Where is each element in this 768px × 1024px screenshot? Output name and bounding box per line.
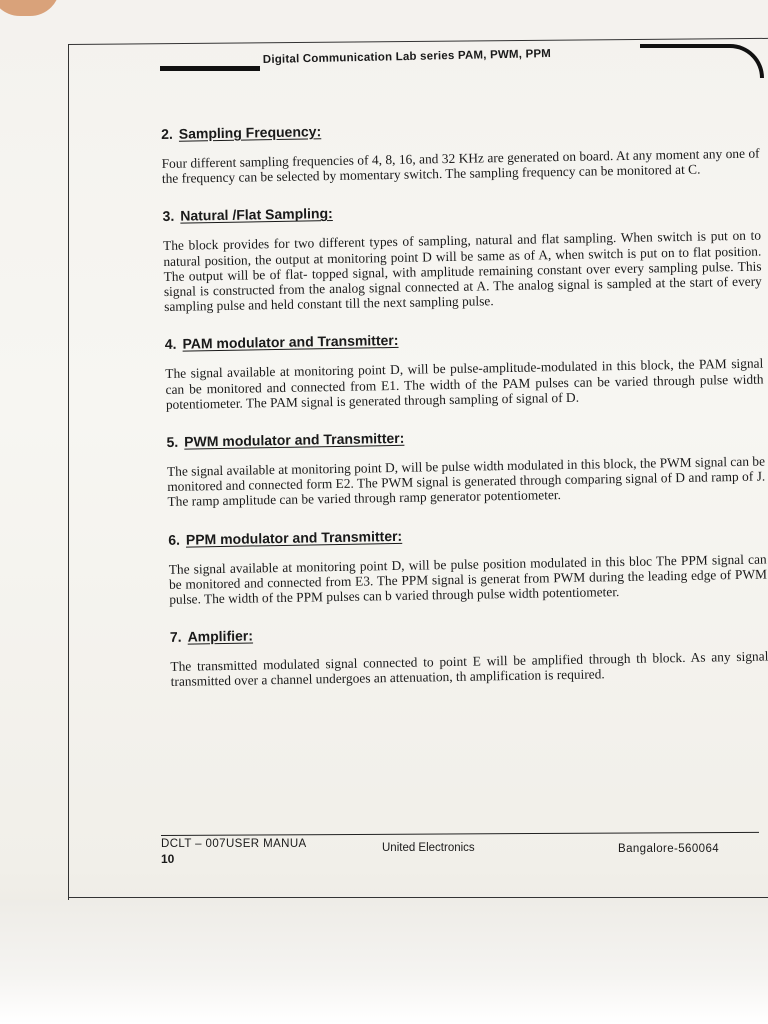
section-heading	[170, 619, 768, 645]
section-number: 3.	[162, 208, 175, 225]
header-title: Digital Communication Lab series PAM, PWM, PPM	[262, 47, 552, 66]
page-number: 10	[161, 852, 175, 866]
header-rule-right	[640, 44, 764, 78]
section-body: The block provides for two different types of sampling, natural and flat sampling. When switch is put on to natural position, the output at monitoring point D will be same as of A, when switch is put on to flat position. The output will be of flat- topped signal, with amplitude remaining constant over every sampling pulse. This signal is constructed from the analog signal connected at A. The analog signal is sampled at the start of every sampling pulse and held constant till the next sampling pulse.	[162, 227, 762, 315]
section-heading	[166, 424, 764, 450]
section-pam-modulator	[165, 326, 764, 412]
footer-location: Bangalore-560064	[618, 843, 720, 855]
section-title: PWM modulator and Transmitter:	[184, 429, 405, 450]
section-body: The signal available at monitoring point D, will be pulse-amplitude-modulated in this block, the PAM signal can be monitored and connected from E1. The width of the PAM pulses can be varied through pulse width potentiometer. The PAM signal is generated through sampling of signal of D.	[165, 355, 764, 412]
section-body: Four different sampling frequencies of 4, 8, 16, and 32 KHz are generated on board. At any moment any one of the frequency can be selected by momentary switch. The sampling frequency can be monitored at C.	[161, 145, 760, 187]
section-body: The transmitted modulated signal connected to point E will be amplified through th block. As any signal transmitted over a channel undergoes an attenuation, th amplification is required.	[170, 648, 768, 690]
page-bottom-area	[0, 900, 768, 1024]
footer-company: United Electronics	[382, 842, 475, 854]
footer-manual-id: DCLT – 007USER MANUA	[161, 838, 307, 850]
section-pwm-modulator	[166, 424, 765, 510]
section-number: 4.	[164, 336, 177, 353]
section-title: Sampling Frequency:	[178, 123, 322, 142]
section-body: The signal available at monitoring point D, will be pulse position modulated in this bloc The PPM signal can be monitored and connected from E3. The PPM signal is generat from PWM during the leading edge of PWM pulse. The width of the PPM pulses can b varied through pulse width potentiometer.	[168, 551, 768, 607]
section-body: The signal available at monitoring point D, will be pulse width modulated in this block, the PWM signal can be monitored and connected form E2. The PWM signal is generated through comparing signal of D and ramp of J. The ramp amplitude can be varied through ramp generator potentiometer.	[166, 453, 766, 510]
section-number: 7.	[169, 628, 182, 646]
section-number: 5.	[166, 433, 179, 450]
section-natural-flat-sampling	[162, 198, 762, 314]
section-ppm-modulator	[168, 521, 767, 607]
main-content	[161, 116, 768, 712]
frame-bottom-rule	[68, 897, 768, 898]
section-amplifier	[170, 619, 768, 690]
section-heading	[165, 326, 763, 352]
header-rule-left	[160, 66, 260, 71]
section-heading	[162, 198, 760, 224]
section-number: 2.	[161, 125, 173, 142]
section-heading	[168, 521, 766, 547]
section-title: PPM modulator and Transmitter:	[185, 527, 403, 548]
section-title: PAM modulator and Transmitter:	[182, 332, 399, 353]
section-sampling-frequency	[161, 116, 760, 187]
section-title: Natural /Flat Sampling:	[180, 205, 333, 225]
section-title: Amplifier:	[187, 627, 254, 645]
section-number: 6.	[168, 531, 181, 548]
